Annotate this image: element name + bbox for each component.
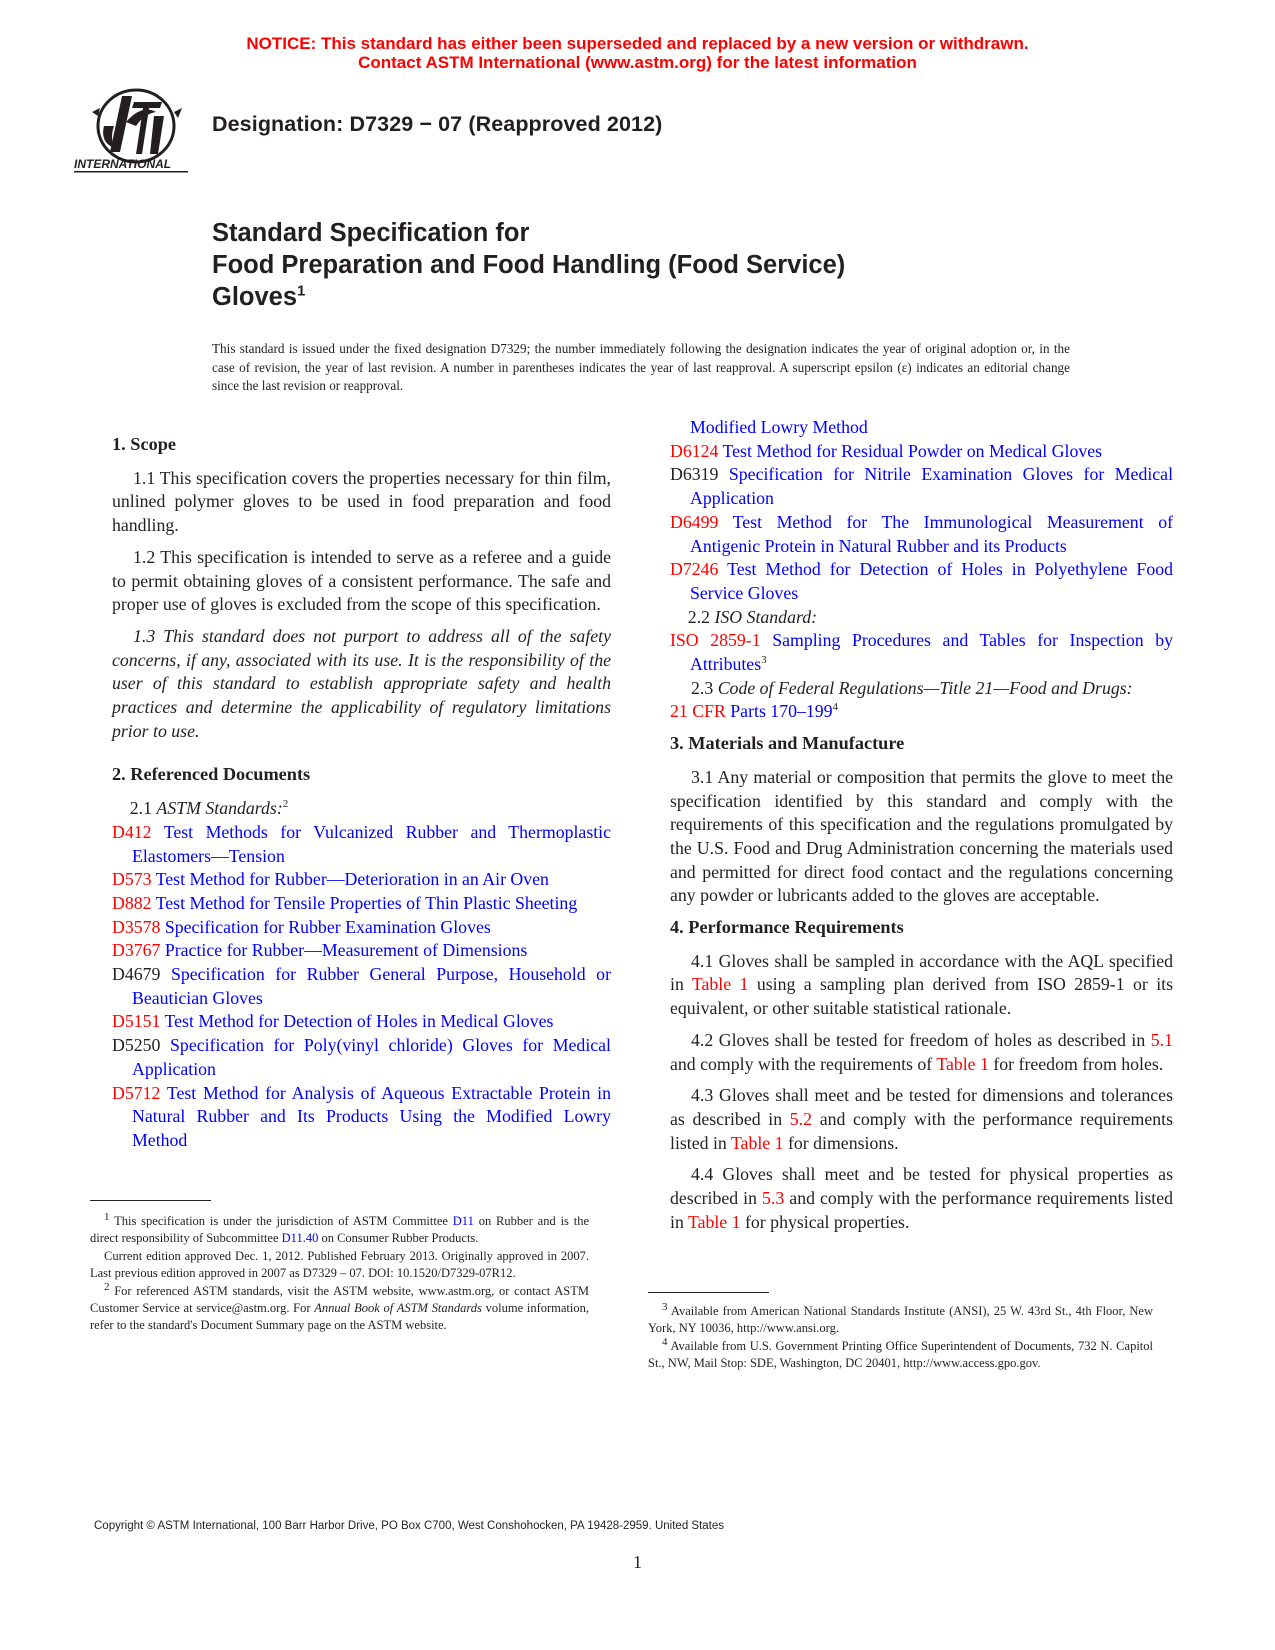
footnotes-left <box>90 1210 590 1335</box>
footnote-4: $^4$ Available from U.S. Government Printing Office Superintendent of Documents, 732 N. Capitol St., NW, Mail Stop: SDE, Washington, DC 20401, http://www.access.gpo.gov. <box>648 1335 1153 1370</box>
ref-item[interactable]: D4679 Specification for Rubber General Purpose, Household or Beautician Gloves <box>112 964 611 1008</box>
ref-item[interactable]: D6124 Test Method for Residual Powder on Medical Gloves <box>670 440 1103 461</box>
footnote-rule-right <box>648 1292 769 1293</box>
para-4-1: 4.1 Gloves shall be sampled in accordance with the AQL specified in Table 1 using a sampling plan derived from ISO 2859-1 or its equivalent, or other suitable statistical rationale. <box>670 950 1173 1019</box>
para-4-3: 4.3 Gloves shall meet and be tested for dimensions and tolerances as described in 5.2 and comply with the performance requirements listed in Table 1 for dimensions. <box>670 1085 1173 1153</box>
iso-standard-label: 2.2 ISO Standard: <box>687 606 818 627</box>
title-line-2: Food Preparation and Food Handling (Food Service) <box>212 251 846 279</box>
astm-standards-label: 2.1 ASTM Standards:$^2$ <box>129 798 289 819</box>
issuance-note: This standard is issued under the fixed designation D7329; the number immediately following the designation indicates the year of original adoption or, in the case of revision, the year of last revision. A number in parentheses indicates the year of last reapproval. A superscript epsilon (ε) indicates an editorial change since the last revision or reapproval. <box>212 341 1070 393</box>
document-title <box>212 217 845 313</box>
table-1-link[interactable]: Table 1 <box>691 974 749 995</box>
ref-item[interactable]: D5250 Specification for Poly(vinyl chloride) Gloves for Medical Application <box>112 1035 611 1079</box>
copyright: Copyright © ASTM International, 100 Barr Harbor Drive, PO Box C700, West Conshohocken, PA 19428-2959. United States <box>94 1520 725 1532</box>
para-1-1: 1.1 This specification covers the properties necessary for thin film, unlined polymer gloves to be used in food preparation and food handling. <box>112 467 611 536</box>
para-4-2: 4.2 Gloves shall be tested for freedom of holes as described in 5.1 and comply with the requirements of Table 1 for freedom from holes. <box>670 1029 1173 1074</box>
ref-item-continued[interactable]: Modified Lowry Method <box>690 417 868 437</box>
section-heading-performance: 4. Performance Requirements <box>670 917 904 938</box>
section-5-2-link[interactable]: 5.2 <box>789 1108 813 1129</box>
footnote-1: $^1$ This specification is under the jurisdiction of ASTM Committee D11 on Rubber and is the direct responsibility of Subcommittee D11.40 on Consumer Rubber Products. <box>90 1210 590 1245</box>
footnote-1-edition: Current edition approved Dec. 1, 2012. Published February 2013. Originally approved in 2007. Last previous edition approved in 2007 as D7329 – 07. DOI: 10.1520/D7329-07R12. <box>90 1249 589 1280</box>
footnote-2: $^2$ For referenced ASTM standards, visit the ASTM website, www.astm.org, or contact ASTM Customer Service at service@astm.org. For Annual Book of ASTM Standards volume information, refer to the standard's Document Summary page on the ASTM website. <box>90 1280 590 1332</box>
para-1-2: 1.2 This specification is intended to serve as a referee and a guide to permit obtaining gloves of a consistent performance. The safe and proper use of gloves is excluded from the scope of this specification. <box>112 546 611 615</box>
page-number: 1 <box>633 1552 642 1572</box>
para-4-4: 4.4 Gloves shall meet and be tested for physical properties as described in 5.3 and comply with the performance requirements listed in Table 1 for physical properties. <box>670 1164 1173 1232</box>
notice-line-1: NOTICE: This standard has either been superseded and replaced by a new version or withdrawn. <box>246 34 1029 53</box>
table-1-link[interactable]: Table 1 <box>936 1053 989 1074</box>
ref-item[interactable]: D3767 Practice for Rubber—Measurement of Dimensions <box>112 940 528 961</box>
title-line-3: Gloves$^1$ <box>212 282 306 311</box>
ref-item[interactable]: D882 Test Method for Tensile Properties of Thin Plastic Sheeting <box>112 892 578 913</box>
ref-item-cfr[interactable]: 21 CFR Parts $170-199^4$ <box>670 701 839 722</box>
notice-line-2: Contact ASTM International (www.astm.org) for the latest information <box>358 53 917 72</box>
footnote-rule-left <box>90 1200 211 1201</box>
section-heading-scope: 1. Scope <box>112 434 176 454</box>
ref-item[interactable]: D412 Test Methods for Vulcanized Rubber and Thermoplastic Elastomers—Tension <box>112 821 612 866</box>
para-1-3: 1.3 This standard does not purport to address all of the safety concerns, if any, associated with its use. It is the responsibility of the user of this standard to establish appropriate safety and health practices and determine the applicability of regulatory limitations prior to use. <box>112 625 611 741</box>
left-column <box>112 433 612 1150</box>
designation: Designation: D7329 − 07 (Reapproved 2012) <box>212 112 663 136</box>
section-heading-refs: 2. Referenced Documents <box>112 764 311 785</box>
table-1-link[interactable]: Table 1 <box>730 1132 784 1153</box>
ref-item[interactable]: D6499 Test Method for The Immunological Measurement of Antigenic Protein in Natural Rubber and its Products <box>670 511 1174 556</box>
notice-banner <box>0 34 1275 72</box>
footnote-3: $^3$ Available from American National Standards Institute (ANSI), 25 W. 43rd St., 4th Floor, New York, NY 10036, http://www.ansi.org. <box>648 1300 1154 1335</box>
ref-item[interactable]: D3578 Specification for Rubber Examination Gloves <box>112 916 491 937</box>
ref-item-iso[interactable]: ISO 2859-1 Sampling Procedures and Tables for Inspection by Attributes$^3$ <box>670 630 1173 675</box>
para-3-1: 3.1 Any material or composition that permits the glove to meet the specification identified by this standard and comply with the requirements of this specification and the regulations promulgated by the U.S. Food and Drug Administration concerning the materials used and permitted for direct food contact and the regulations concerning any powder or lubricants added to the gloves are acceptable. <box>670 766 1173 906</box>
ref-item[interactable]: D5151 Test Method for Detection of Holes in Medical Gloves <box>112 1011 554 1032</box>
ref-item[interactable]: D5712 Test Method for Analysis of Aqueous Extractable Protein in Natural Rubber and Its Products Using the Modified Lowry Method <box>112 1082 611 1150</box>
table-1-link[interactable]: Table 1 <box>687 1211 741 1232</box>
right-column <box>670 416 1173 1243</box>
cfr-label: 2.3 Code of Federal Regulations—Title 21—Food and Drugs: <box>691 677 1133 698</box>
ref-item[interactable]: D7246 Test Method for Detection of Holes in Polyethylene Food Service Gloves <box>670 559 1173 603</box>
ref-item[interactable]: D6319 Specification for Nitrile Examination Gloves for Medical Application <box>670 464 1174 509</box>
section-heading-materials: 3. Materials and Manufacture <box>670 733 905 754</box>
ref-item[interactable]: D573 Test Method for Rubber—Deterioration in an Air Oven <box>112 869 549 890</box>
section-5-1-link[interactable]: 5.1 <box>1150 1029 1173 1050</box>
title-line-1: Standard Specification for <box>212 219 530 247</box>
astm-logo-icon <box>70 82 196 184</box>
logo-text: INTERNATIONAL <box>74 157 172 171</box>
section-5-3-link[interactable]: 5.3 <box>762 1188 785 1209</box>
footnotes-right <box>648 1300 1154 1373</box>
